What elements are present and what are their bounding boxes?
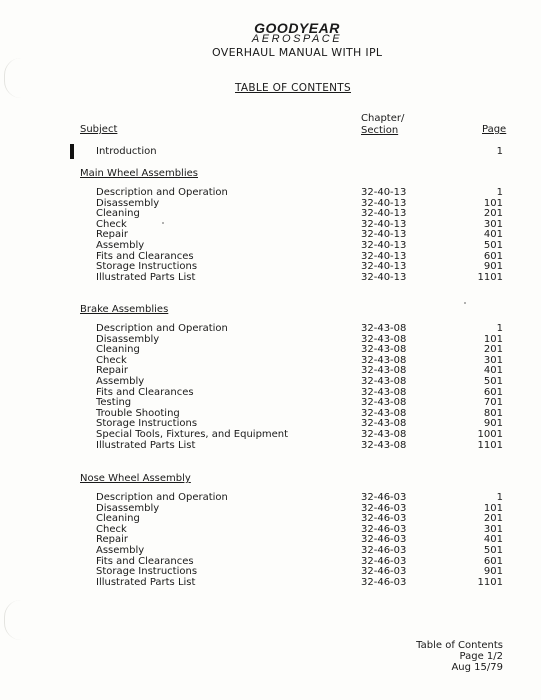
row-chapter: 32-40-13 [361, 261, 407, 273]
row-page: 201 [483, 513, 503, 525]
row-page: 201 [483, 344, 503, 356]
row-subject: Check [96, 354, 127, 366]
row-chapter: 32-43-08 [361, 429, 407, 440]
page-footer [416, 640, 503, 673]
toc-row [0, 397, 541, 408]
row-chapter: 32-46-03 [361, 555, 407, 567]
row-subject: Cleaning [96, 208, 140, 220]
row-subject: Special Tools, Fixtures, and Equipment [96, 429, 289, 440]
row-chapter: 32-46-03 [361, 576, 407, 588]
toc-row [0, 334, 541, 345]
row-subject: Testing [96, 397, 132, 409]
toc-row [0, 272, 541, 283]
row-chapter: 32-46-03 [361, 502, 407, 514]
section-title: Brake Assemblies [80, 304, 169, 315]
toc-row [0, 240, 541, 251]
chapter-header-line1: Chapter/ [361, 113, 405, 124]
row-chapter: 32-43-08 [361, 333, 407, 345]
footer-page-number: Page 1/2 [459, 651, 503, 662]
row-page: 401 [483, 534, 503, 546]
row-page: 301 [483, 218, 503, 230]
row-page: 1101 [477, 271, 503, 283]
row-page: 301 [483, 523, 503, 535]
row-chapter: 32-46-03 [361, 492, 407, 503]
toc-row [0, 355, 541, 366]
toc-row [0, 513, 541, 524]
row-subject: Assembly [96, 376, 145, 387]
toc-row [0, 408, 541, 419]
row-page: 1101 [477, 439, 503, 451]
chapter-column-header [361, 113, 404, 137]
toc-row [0, 261, 541, 272]
row-chapter: 32-43-08 [361, 418, 407, 430]
toc-row [0, 365, 541, 376]
row-page: 901 [483, 566, 503, 578]
chapter-header-line2: Section [361, 125, 399, 136]
toc-row [0, 198, 541, 209]
goodyear-aerospace-logo [232, 21, 362, 45]
toc-row [0, 376, 541, 387]
row-subject: Disassembly [96, 197, 160, 209]
subject-column-header: Subject [80, 124, 118, 135]
toc-row [0, 344, 541, 355]
row-page: 1 [496, 187, 503, 198]
row-subject: Repair [96, 534, 129, 546]
binder-hole-mark [4, 600, 21, 640]
row-page: 1 [496, 492, 503, 503]
row-subject: Cleaning [96, 513, 140, 525]
row-subject: Description and Operation [96, 492, 228, 503]
toc-row [0, 492, 541, 503]
footer-doc-title: Table of Contents [416, 640, 503, 651]
footer-date: Aug 15/79 [451, 662, 503, 673]
row-page: 101 [483, 502, 503, 514]
toc-row [0, 251, 541, 262]
row-subject: Description and Operation [96, 323, 228, 334]
row-page: 901 [483, 261, 503, 273]
toc-heading: TABLE OF CONTENTS [235, 82, 351, 94]
row-chapter: 32-43-08 [361, 397, 407, 409]
row-chapter: 32-43-08 [361, 344, 407, 356]
toc-row [0, 534, 541, 545]
row-chapter: 32-40-13 [361, 240, 407, 251]
row-subject: Illustrated Parts List [96, 576, 196, 588]
toc-row [0, 503, 541, 514]
row-subject: Trouble Shooting [96, 407, 180, 419]
row-subject: Assembly [96, 545, 145, 556]
row-chapter: 32-43-08 [361, 439, 407, 451]
row-chapter: 32-46-03 [361, 566, 407, 578]
section-title: Main Wheel Assemblies [80, 168, 198, 179]
toc-row [0, 524, 541, 535]
scan-speck [464, 302, 466, 304]
row-chapter: 32-40-13 [361, 208, 407, 220]
row-page: 201 [483, 208, 503, 220]
row-chapter: 32-43-08 [361, 365, 407, 377]
toc-row [0, 429, 541, 440]
page-column-header: Page [482, 124, 507, 135]
row-page: 501 [483, 545, 503, 556]
toc-row [0, 556, 541, 567]
row-subject: Repair [96, 229, 129, 241]
row-page: 701 [483, 397, 503, 409]
row-chapter: 32-43-08 [361, 376, 407, 387]
row-chapter: 32-40-13 [361, 218, 407, 230]
row-chapter: 32-46-03 [361, 534, 407, 546]
logo-wordmark: GOODYEAR [254, 20, 340, 36]
toc-row [0, 418, 541, 429]
toc-row [0, 229, 541, 240]
row-subject: Cleaning [96, 344, 140, 356]
row-chapter: 32-46-03 [361, 523, 407, 535]
logo-subtitle: AEROSPACE [251, 33, 343, 45]
row-subject: Illustrated Parts List [96, 271, 196, 283]
row-subject: Illustrated Parts List [96, 439, 196, 451]
toc-row [0, 323, 541, 334]
row-subject: Fits and Clearances [96, 250, 194, 262]
row-subject: Storage Instructions [96, 418, 198, 430]
row-chapter: 32-40-13 [361, 250, 407, 262]
row-subject: Disassembly [96, 502, 160, 514]
toc-row [0, 577, 541, 588]
row-chapter: 32-43-08 [361, 354, 407, 366]
row-chapter: 32-43-08 [361, 407, 407, 419]
row-subject: Assembly [96, 240, 145, 251]
row-subject: Introduction [96, 146, 157, 157]
row-page: 601 [483, 250, 503, 262]
row-page: 501 [483, 376, 503, 387]
row-subject: Storage Instructions [96, 261, 198, 273]
row-subject: Disassembly [96, 333, 160, 345]
toc-row [0, 387, 541, 398]
intro-row [0, 146, 541, 157]
row-page: 501 [483, 240, 503, 251]
row-subject: Repair [96, 365, 129, 377]
row-chapter: 32-40-13 [361, 187, 407, 198]
row-chapter: 32-46-03 [361, 513, 407, 525]
row-page: 601 [483, 386, 503, 398]
binder-hole-mark [4, 58, 21, 98]
row-chapter: 32-40-13 [361, 197, 407, 209]
toc-row [0, 566, 541, 577]
row-page: 301 [483, 354, 503, 366]
toc-row [0, 219, 541, 230]
toc-row [0, 208, 541, 219]
row-subject: Description and Operation [96, 187, 228, 198]
toc-row [0, 545, 541, 556]
row-chapter: 32-40-13 [361, 229, 407, 241]
row-page: 101 [483, 333, 503, 345]
toc-row [0, 440, 541, 451]
manual-title: OVERHAUL MANUAL WITH IPL [212, 46, 383, 59]
row-chapter: 32-40-13 [361, 271, 407, 283]
row-chapter: 32-43-08 [361, 323, 407, 334]
row-page: 101 [483, 197, 503, 209]
toc-row [0, 187, 541, 198]
row-page: 1 [496, 146, 503, 157]
row-page: 1001 [477, 429, 503, 440]
row-subject: Storage Instructions [96, 566, 198, 578]
row-subject: Check [96, 218, 127, 230]
row-page: 401 [483, 365, 503, 377]
row-page: 901 [483, 418, 503, 430]
row-chapter: 32-43-08 [361, 386, 407, 398]
row-page: 1 [496, 323, 503, 334]
row-chapter: 32-46-03 [361, 545, 407, 556]
row-subject: Check [96, 523, 127, 535]
row-page: 801 [483, 407, 503, 419]
row-subject: Fits and Clearances [96, 386, 194, 398]
row-page: 401 [483, 229, 503, 241]
row-page: 1101 [477, 576, 503, 588]
row-page: 601 [483, 555, 503, 567]
row-subject: Fits and Clearances [96, 555, 194, 567]
section-title: Nose Wheel Assembly [80, 473, 191, 484]
